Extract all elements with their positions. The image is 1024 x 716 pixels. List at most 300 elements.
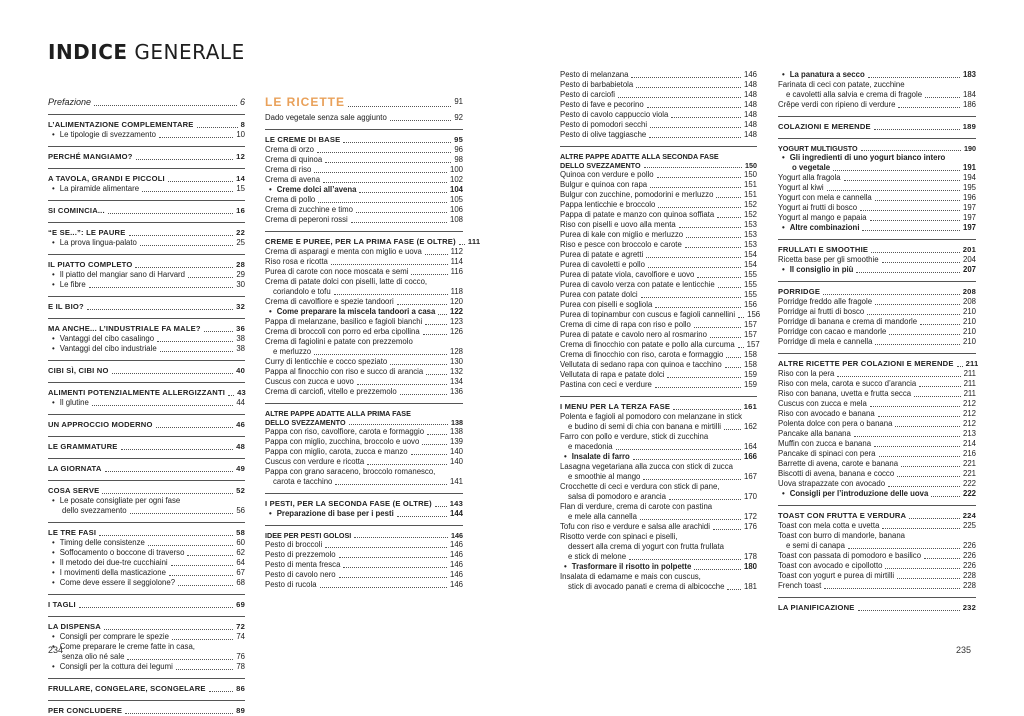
index-entry <box>265 247 463 257</box>
entry-page: 157 <box>743 330 757 339</box>
entry-page: 74 <box>236 632 245 641</box>
leader-dots <box>640 519 741 520</box>
leader-dots <box>367 464 447 465</box>
index-entry <box>560 80 757 90</box>
index-entry <box>265 257 463 267</box>
leader-dots <box>920 324 960 325</box>
leader-dots <box>889 334 960 335</box>
index-entry <box>265 367 463 377</box>
entry-page: 204 <box>962 255 976 264</box>
entry-page: 228 <box>962 571 976 580</box>
leader-dots <box>616 449 741 450</box>
entry-label: Pappa con riso, cavolfiore, carota e formaggio <box>265 427 425 436</box>
entry-page: 148 <box>743 90 757 99</box>
entry-label: • La panatura a secco <box>778 70 865 80</box>
entry-page: 60 <box>236 538 245 547</box>
entry-label: Vellutata di rapa e patate dolci <box>560 370 665 379</box>
entry-label: Pastina con ceci e verdure <box>560 380 652 389</box>
entry-label: Crema di quinoa <box>265 155 323 164</box>
leader-dots <box>102 493 233 494</box>
leader-dots <box>909 518 959 519</box>
index-entry <box>778 337 976 347</box>
leader-dots <box>848 548 960 549</box>
entry-page: 211 <box>963 389 976 398</box>
entry-label: salsa di pomodoro e arancia <box>568 492 666 501</box>
entry-label: Purea con patate dolci <box>560 290 638 299</box>
entry-label: Dado vegetale senza sale aggiunto <box>265 113 387 122</box>
entry-label: Cuscus con zucca e mela <box>778 399 867 408</box>
entry-label: • Il metodo dei due-tre cucchiaini <box>48 558 168 568</box>
entry-label: Muffin con zucca e banana <box>778 439 872 448</box>
index-entry-continuation <box>560 552 757 562</box>
index-section-heading <box>48 254 245 270</box>
entry-label: Crema di cavolfiore e spezie tandoori <box>265 297 394 306</box>
index-entry <box>560 70 757 80</box>
index-section-heading <box>48 382 245 398</box>
leader-dots <box>885 568 960 569</box>
index-entry <box>265 447 463 457</box>
index-entry <box>560 340 760 350</box>
entry-label: Pancake alla banana <box>778 429 851 438</box>
entry-page: 30 <box>236 280 245 289</box>
leader-dots <box>861 150 961 151</box>
entry-label: • Gli ingredienti di uno yogurt bianco intero <box>778 153 945 163</box>
entry-label: Pesto di fave e pecorino <box>560 100 644 109</box>
entry-page: 170 <box>743 492 757 501</box>
index-entry <box>778 213 976 223</box>
index-sub-entry <box>48 398 245 408</box>
leader-dots <box>427 434 447 435</box>
leader-dots <box>631 77 741 78</box>
leader-dots <box>89 287 234 288</box>
leader-dots <box>650 127 741 128</box>
index-entry <box>778 327 976 337</box>
index-box-entry <box>265 509 463 519</box>
entry-label: I TAGLI <box>48 600 76 609</box>
leader-dots <box>824 588 960 589</box>
subheading-line-2 <box>560 161 757 170</box>
index-entry <box>560 210 757 220</box>
index-box-entry <box>265 185 463 195</box>
index-section-heading <box>48 594 245 610</box>
leader-dots <box>901 466 960 467</box>
entry-label: Ricetta base per gli smoothie <box>778 255 879 264</box>
entry-label: e merluzzo <box>273 347 312 356</box>
entry-page: 228 <box>962 581 976 590</box>
leader-dots <box>343 142 451 143</box>
leader-dots <box>397 516 447 517</box>
leader-dots <box>727 589 741 590</box>
index-entry <box>265 145 463 155</box>
leader-dots <box>359 192 447 193</box>
entry-label: o vegetale <box>792 163 831 172</box>
entry-label: Pesto di carciofi <box>560 90 616 99</box>
entry-page: 212 <box>962 399 976 408</box>
entry-page: 134 <box>449 377 463 386</box>
entry-page: 150 <box>745 161 757 170</box>
leader-dots <box>833 170 960 171</box>
entry-label: Flan di verdure, crema di carote con pastina <box>560 502 713 511</box>
entry-page: 148 <box>743 130 757 139</box>
entry-label: Crema di peperoni rossi <box>265 215 348 224</box>
entry-page: 29 <box>236 270 245 279</box>
entry-page: 148 <box>743 100 757 109</box>
entry-label: Crema di finocchio con riso, carota e formaggio <box>560 350 724 359</box>
entry-page: 10 <box>236 130 245 139</box>
index-entry <box>560 522 757 532</box>
entry-page: 105 <box>449 195 463 204</box>
leader-dots <box>679 227 741 228</box>
entry-page: 120 <box>449 297 463 306</box>
entry-page: 140 <box>449 457 463 466</box>
index-section-heading <box>265 493 463 509</box>
entry-page: 181 <box>743 582 757 591</box>
entry-page: 152 <box>743 200 757 209</box>
entry-page: 197 <box>962 203 976 212</box>
index-entry <box>560 220 757 230</box>
entry-label: MA ANCHE... L’INDUSTRIALE FA MALE? <box>48 324 201 333</box>
leader-dots <box>209 691 233 692</box>
leader-dots <box>868 77 960 78</box>
leader-dots <box>121 449 234 450</box>
index-box-entry <box>778 223 976 233</box>
entry-page: 158 <box>743 360 757 369</box>
leader-dots <box>228 395 234 396</box>
leader-dots <box>390 364 447 365</box>
leader-dots <box>159 137 233 138</box>
leader-dots <box>878 416 960 417</box>
index-section-heading <box>48 360 245 376</box>
entry-page: 91 <box>454 97 463 106</box>
leader-dots <box>187 555 233 556</box>
leader-dots <box>875 200 960 201</box>
index-entry <box>560 260 757 270</box>
entry-label: Crema di avena <box>265 175 321 184</box>
index-box-entry <box>560 452 757 462</box>
entry-label: Barrette di avena, carote e banana <box>778 459 899 468</box>
index-entry <box>560 90 757 100</box>
entry-page: 153 <box>743 230 757 239</box>
index-subheading <box>560 146 757 170</box>
leader-dots <box>79 607 233 608</box>
entry-label: Riso con mela, carota e succo d’arancia <box>778 379 917 388</box>
leader-dots <box>697 277 741 278</box>
entry-label: carota e tacchino <box>273 477 333 486</box>
entry-page: 156 <box>747 310 761 319</box>
index-entry <box>778 389 976 399</box>
index-entry <box>560 462 757 472</box>
entry-label: Farinata di ceci con patate, zucchine <box>778 80 905 89</box>
index-entry <box>778 439 976 449</box>
entry-label: Tofu con riso e verdure e salsa alle arachidi <box>560 522 710 531</box>
entry-label: Toast con avocado e cipollotto <box>778 561 883 570</box>
entry-label: dessert alla crema di yogurt con frutta frullata <box>568 542 725 551</box>
entry-label: Purea di patate viola, cavolfiore e uovo <box>560 270 695 279</box>
index-entry <box>778 531 976 541</box>
entry-label: • Vantaggi del cibo casalingo <box>48 334 154 344</box>
index-section-heading <box>560 396 757 412</box>
entry-label: Pesto di prezzemolo <box>265 550 336 559</box>
index-entry <box>265 113 463 123</box>
leader-dots <box>643 479 741 480</box>
leader-dots <box>314 354 447 355</box>
index-entry <box>560 482 757 492</box>
leader-dots <box>422 444 447 445</box>
entry-page: 92 <box>454 113 463 122</box>
index-entry <box>778 521 976 531</box>
entry-page: 212 <box>962 419 976 428</box>
index-entry <box>265 560 463 570</box>
entry-label: Crema di fagiolini e patate con prezzemolo <box>265 337 413 346</box>
entry-label: • Le fibre <box>48 280 86 290</box>
leader-dots <box>204 331 233 332</box>
entry-label: Pesto di melanzana <box>560 70 629 79</box>
entry-page: 166 <box>743 452 757 461</box>
index-entry-continuation <box>560 582 757 592</box>
leader-dots <box>669 499 741 500</box>
leader-dots <box>176 669 233 670</box>
entry-label: Crema di carciofi, vitello e prezzemolo <box>265 387 397 396</box>
entry-label: French toast <box>778 581 822 590</box>
leader-dots <box>339 577 447 578</box>
index-section-heading <box>48 700 245 716</box>
entry-page: 40 <box>236 366 245 375</box>
index-entry <box>560 350 757 360</box>
leader-dots <box>323 182 447 183</box>
leader-dots <box>314 172 447 173</box>
leader-dots <box>633 459 741 460</box>
leader-dots <box>160 351 234 352</box>
index-entry <box>778 449 976 459</box>
leader-dots <box>130 513 234 514</box>
index-entry-continuation <box>560 442 757 452</box>
index-entry <box>778 459 976 469</box>
entry-label: Crema di asparagi e menta con miglio e uova <box>265 247 422 256</box>
index-section-heading <box>48 114 245 130</box>
leader-dots <box>844 180 960 181</box>
index-entry-continuation <box>560 512 757 522</box>
entry-label: Yogurt con mela e cannella <box>778 193 872 202</box>
entry-label: Porridge di mela e cannella <box>778 337 873 346</box>
index-entry-continuation <box>778 163 976 173</box>
leader-dots <box>334 294 448 295</box>
leader-dots <box>875 304 960 305</box>
entry-label: Purea di patate e cavolo nero al rosmarino <box>560 330 707 339</box>
index-entry <box>265 165 463 175</box>
index-sub-entry <box>48 632 245 642</box>
index-section-heading <box>48 200 245 216</box>
leader-dots <box>862 230 960 231</box>
entry-page: 100 <box>449 165 463 174</box>
entry-page: 143 <box>449 499 463 508</box>
entry-label: • Consigli per l’introduzione delle uova <box>778 489 928 499</box>
entry-page: 190 <box>964 144 976 153</box>
entry-page: 78 <box>236 662 245 671</box>
leader-dots <box>127 659 233 660</box>
entry-page: 178 <box>743 552 757 561</box>
entry-page: 210 <box>962 317 976 326</box>
index-section-heading <box>48 436 245 452</box>
entry-page: 195 <box>962 183 976 192</box>
index-sub-entry <box>48 568 245 578</box>
entry-page: 152 <box>743 210 757 219</box>
leader-dots <box>459 244 465 245</box>
leader-dots <box>641 297 741 298</box>
index-section-heading <box>48 678 245 694</box>
leader-dots <box>648 267 741 268</box>
entry-page: 86 <box>236 684 245 693</box>
entry-page: 212 <box>962 409 976 418</box>
entry-label: Riso con banana, uvetta e frutta secca <box>778 389 912 398</box>
leader-dots <box>317 152 451 153</box>
entry-label: Porridge con cacao e mandorle <box>778 327 887 336</box>
entry-label: Prefazione <box>48 97 92 107</box>
entry-page: 43 <box>237 388 246 397</box>
index-entry-continuation <box>48 506 245 516</box>
entry-label: A TAVOLA, GRANDI E PICCOLI <box>48 174 165 183</box>
entry-label: Yogurt ai frutti di bosco <box>778 203 858 212</box>
entry-label: Riso con avocado e banana <box>778 409 875 418</box>
entry-page: 158 <box>743 350 757 359</box>
index-section-heading <box>48 480 245 496</box>
leader-dots <box>349 424 448 425</box>
leader-dots <box>104 629 233 630</box>
index-entry <box>265 550 463 560</box>
leader-dots <box>882 528 960 529</box>
leader-dots <box>99 535 233 536</box>
leader-dots <box>94 105 237 106</box>
leader-dots <box>339 557 447 558</box>
entry-label: • La prova lingua-palato <box>48 238 137 248</box>
leader-dots <box>658 207 741 208</box>
index-subheading <box>265 525 463 540</box>
entry-page: 146 <box>449 570 463 579</box>
leader-dots <box>157 341 233 342</box>
entry-page: 122 <box>449 307 463 316</box>
index-box-entry <box>778 265 976 275</box>
entry-label: CREME E PUREE, PER LA PRIMA FASE (E OLTRE) <box>265 237 456 246</box>
entry-label: PER CONCLUDERE <box>48 706 123 715</box>
leader-dots <box>178 585 233 586</box>
entry-label: Pappa con miglio, carota, zucca e manzo <box>265 447 408 456</box>
entry-label: Purea di carote con noce moscata e semi <box>265 267 409 276</box>
index-entry-continuation <box>560 542 757 552</box>
entry-page: 16 <box>236 206 245 215</box>
index-entry-continuation <box>778 541 976 551</box>
entry-page: 49 <box>236 464 245 473</box>
leader-dots <box>142 191 233 192</box>
leader-dots <box>135 267 233 268</box>
entry-label: Crema di pollo <box>265 195 316 204</box>
leader-dots <box>438 314 447 315</box>
entry-label: Vellutata di sedano rapa con quinoa e tacchino <box>560 360 722 369</box>
leader-dots <box>348 106 451 107</box>
entry-label: COSA SERVE <box>48 486 100 495</box>
entry-page: 159 <box>743 370 757 379</box>
entry-label: Bulgur e quinoa con rapa <box>560 180 648 189</box>
entry-page: 153 <box>743 220 757 229</box>
leader-dots <box>858 610 960 611</box>
leader-dots <box>919 386 960 387</box>
entry-label: • Consigli per la cottura dei legumi <box>48 662 173 672</box>
leader-dots <box>354 537 448 538</box>
entry-page: 196 <box>962 193 976 202</box>
index-entry <box>778 479 976 489</box>
entry-page: 146 <box>449 550 463 559</box>
entry-label: • Preparazione di base per i pesti <box>265 509 394 519</box>
index-entry <box>560 532 757 542</box>
index-section-heading <box>778 116 976 132</box>
entry-label: e smoothie al mango <box>568 472 641 481</box>
leader-dots <box>411 454 447 455</box>
index-sub-entry <box>48 558 245 568</box>
index-entry <box>778 193 976 203</box>
leader-dots <box>169 575 233 576</box>
entry-page: 64 <box>236 558 245 567</box>
leader-dots <box>875 344 960 345</box>
leader-dots <box>694 327 741 328</box>
entry-label: Purea di kale con miglio e merluzzo <box>560 230 684 239</box>
entry-page: 128 <box>449 347 463 356</box>
entry-label: PORRIDGE <box>778 287 821 296</box>
entry-label: Crema di cime di rapa con riso e pollo <box>560 320 691 329</box>
index-entry <box>560 310 761 320</box>
index-entry <box>560 360 757 370</box>
index-entry <box>560 180 757 190</box>
entry-page: 176 <box>743 522 757 531</box>
entry-page: 132 <box>449 367 463 376</box>
leader-dots <box>400 394 447 395</box>
leader-dots <box>108 213 233 214</box>
index-entry <box>265 175 463 185</box>
leader-dots <box>823 294 960 295</box>
entry-page: 207 <box>962 265 976 274</box>
entry-page: 52 <box>236 486 245 495</box>
entry-label: ALTRE RICETTE PER COLAZIONI E MERENDE <box>778 359 954 368</box>
leader-dots <box>156 427 234 428</box>
index-box-entry <box>778 70 976 80</box>
index-entry <box>560 380 757 390</box>
leader-dots <box>331 264 448 265</box>
entry-page: 208 <box>962 287 976 296</box>
entry-page: 38 <box>236 334 245 343</box>
entry-page: 69 <box>236 600 245 609</box>
entry-label: Toast con yogurt e purea di mirtilli <box>778 571 895 580</box>
index-entry <box>560 330 757 340</box>
leader-dots <box>882 262 960 263</box>
entry-page: 68 <box>236 578 245 587</box>
entry-page: 191 <box>962 163 976 172</box>
leader-dots <box>129 235 234 236</box>
subheading-line-1: ALTRE PAPPE ADATTE ALLA PRIMA FASE <box>265 409 411 418</box>
entry-page: 28 <box>236 260 245 269</box>
leader-dots <box>105 471 234 472</box>
leader-dots <box>860 210 960 211</box>
entry-page: 8 <box>240 120 245 129</box>
entry-page: 25 <box>236 238 245 247</box>
leader-dots <box>356 212 447 213</box>
entry-page: 167 <box>743 472 757 481</box>
leader-dots <box>112 373 234 374</box>
entry-page: 141 <box>449 477 463 486</box>
entry-page: 89 <box>236 706 245 715</box>
entry-page: 151 <box>743 190 757 199</box>
entry-label: stick di avocado panati e crema di albicocche <box>568 582 725 591</box>
entry-label: • Il glutine <box>48 398 89 408</box>
page-number-left: 234 <box>48 645 64 655</box>
entry-page: 157 <box>743 320 757 329</box>
index-entry-continuation <box>265 477 463 487</box>
